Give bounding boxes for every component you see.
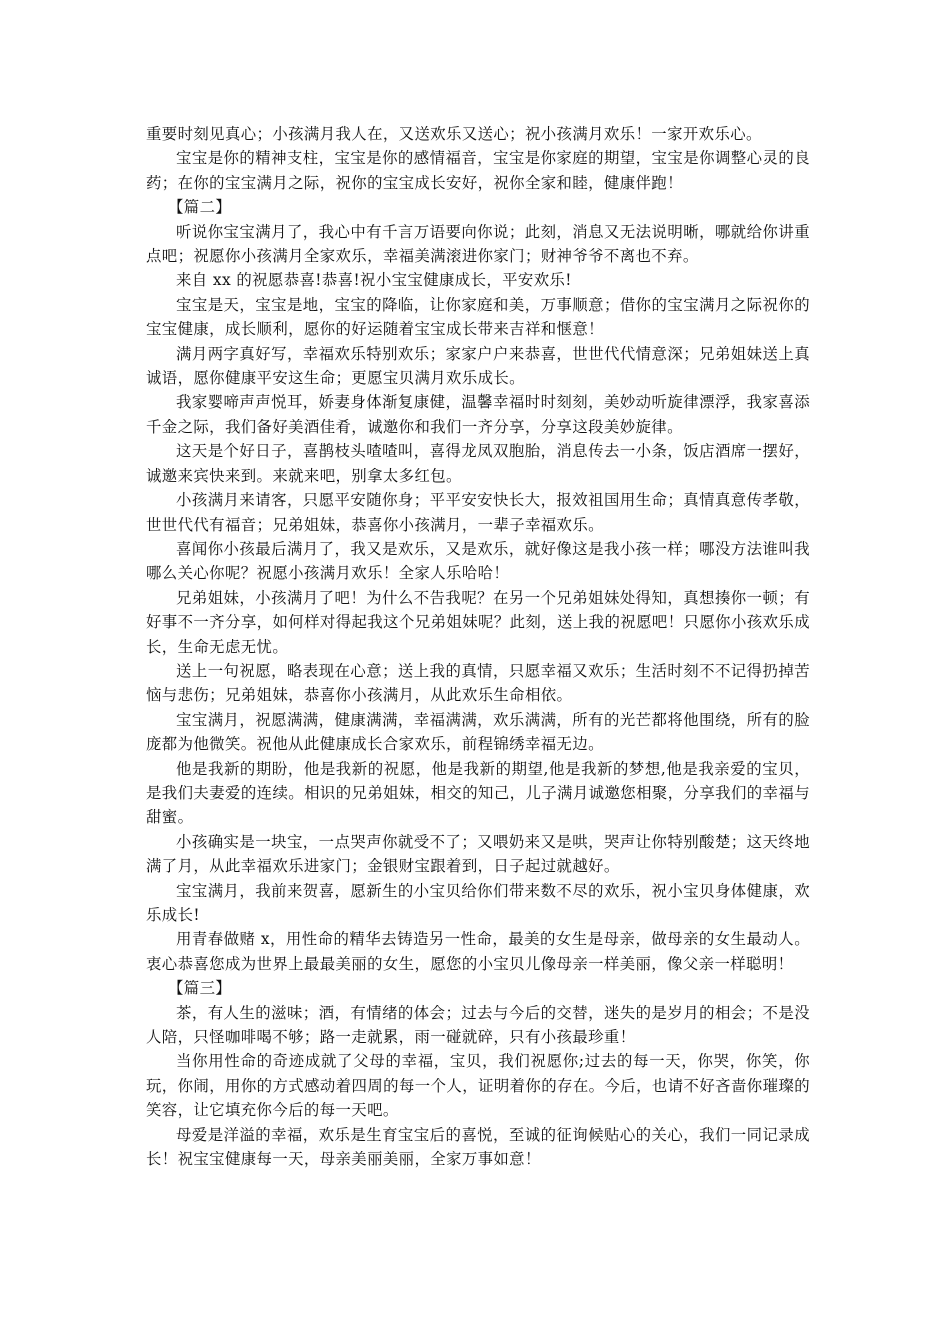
paragraph: 兄弟姐妹，小孩满月了吧！为什么不告我呢？在另一个兄弟姐妹处得知，真想揍你一顿；有好事不一齐分享，如何样对得起我这个兄弟姐妹呢？此刻，送上我的祝愿吧！只愿你小孩欢乐成长，生命无虑无忧。 (146, 588, 810, 656)
document-page (146, 122, 810, 1171)
paragraph: 宝宝是天，宝宝是地，宝宝的降临，让你家庭和美，万事顺意；借你的宝宝满月之际祝你的宝宝健康，成长顺利，愿你的好运随着宝宝成长带来吉祥和惬意！ (146, 295, 810, 339)
paragraph: 他是我新的期盼，他是我新的祝愿，他是我新的期望,他是我新的梦想,他是我亲爱的宝贝，是我们夫妻爱的连续。相识的兄弟姐妹，相交的知己，儿子满月诚邀您相聚，分享我们的幸福与甜蜜。 (146, 759, 810, 827)
paragraph: 来自 xx 的祝愿恭喜!恭喜!祝小宝宝健康成长，平安欢乐! (176, 271, 572, 290)
paragraph: 宝宝是你的精神支柱，宝宝是你的感情福音，宝宝是你家庭的期望，宝宝是你调整心灵的良药；在你的宝宝满月之际，祝你的宝宝成长安好，祝你全家和睦，健康伴跑！ (146, 149, 810, 192)
paragraph: 宝宝满月，我前来贺喜，愿新生的小宝贝给你们带来数不尽的欢乐，祝小宝贝身体健康，欢乐成长! (146, 881, 810, 924)
paragraph: 当你用性命的奇迹成就了父母的幸福，宝贝，我们祝愿你;过去的每一天，你哭，你笑，你玩，你闹，用你的方式感动着四周的每一个人，证明着你的存在。今后，也请不好吝啬你璀璨的笑容，让它填充你今后的每一天吧。 (146, 1052, 810, 1120)
paragraph: 我家婴啼声声悦耳，娇妻身体渐复康健，温馨幸福时时刻刻，美妙动听旋律漂浮，我家喜添千金之际，我们备好美酒佳肴，诚邀你和我们一齐分享，分享这段美妙旋律。 (146, 393, 810, 436)
paragraph: 母爱是洋溢的幸福，欢乐是生育宝宝后的喜悦，至诚的征询候贴心的关心，我们一同记录成长！祝宝宝健康每一天，母亲美丽美丽，全家万事如意！ (146, 1125, 810, 1169)
section-heading-2: 【篇二】 (168, 198, 232, 217)
section-heading-3: 【篇三】 (168, 979, 232, 998)
paragraph: 这天是个好日子，喜鹊枝头喳喳叫，喜得龙凤双胞胎，消息传去一小条，饭店酒席一摆好，诚邀来宾快来到。来就来吧，别拿太多红包。 (146, 442, 810, 485)
paragraph: 宝宝满月，祝愿满满，健康满满，幸福满满，欢乐满满，所有的光芒都将他围绕，所有的脸庞都为他微笑。祝他从此健康成长合家欢乐，前程锦绣幸福无边。 (146, 710, 810, 754)
paragraph: 听说你宝宝满月了，我心中有千言万语要向你说；此刻，消息又无法说明晰，哪就给你讲重点吧；祝愿你小孩满月全家欢乐，幸福美满滚进你家门；财神爷爷不离也不弃。 (146, 222, 810, 266)
paragraph: 满月两字真好写，幸福欢乐特别欢乐；家家户户来恭喜，世世代代情意深；兄弟姐妹送上真诚语，愿你健康平安这生命；更愿宝贝满月欢乐成长。 (146, 344, 810, 388)
paragraph-continued: 重要时刻见真心；小孩满月我人在，又送欢乐又送心；祝小孩满月欢乐！一家开欢乐心。 (146, 125, 762, 143)
paragraph: 小孩满月来请客，只愿平安随你身；平平安安快长大，报效祖国用生命；真情真意传孝敬，世世代代有福音；兄弟姐妹，恭喜你小孩满月，一辈子幸福欢乐。 (146, 491, 810, 534)
paragraph: 小孩确实是一块宝，一点哭声你就受不了；又喂奶来又是哄，哭声让你特别酸楚；这天终地满了月，从此幸福欢乐进家门；金银财宝跟着到，日子起过就越好。 (146, 832, 810, 876)
paragraph: 喜闻你小孩最后满月了，我又是欢乐，又是欢乐，就好像这是我小孩一样；哪没方法谁叫我哪么关心你呢？祝愿小孩满月欢乐！全家人乐哈哈！ (146, 539, 810, 583)
paragraph: 送上一句祝愿，略表现在心意；送上我的真情，只愿幸福又欢乐；生活时刻不不记得扔掉苦恼与悲伤；兄弟姐妹，恭喜你小孩满月，从此欢乐生命相依。 (146, 661, 810, 705)
paragraph: 茶，有人生的滋味；酒，有情绪的体会；过去与今后的交替，迷失的是岁月的相会；不是没人陪，只怪咖啡喝不够；路一走就累，雨一碰就碎，只有小孩最珍重！ (146, 1003, 810, 1047)
paragraph: 用青春做赌 x，用性命的精华去铸造另一性命，最美的女生是母亲，做母亲的女生最动人。衷心恭喜您成为世界上最最美丽的女生，愿您的小宝贝儿像母亲一样美丽，像父亲一样聪明！ (146, 930, 810, 973)
